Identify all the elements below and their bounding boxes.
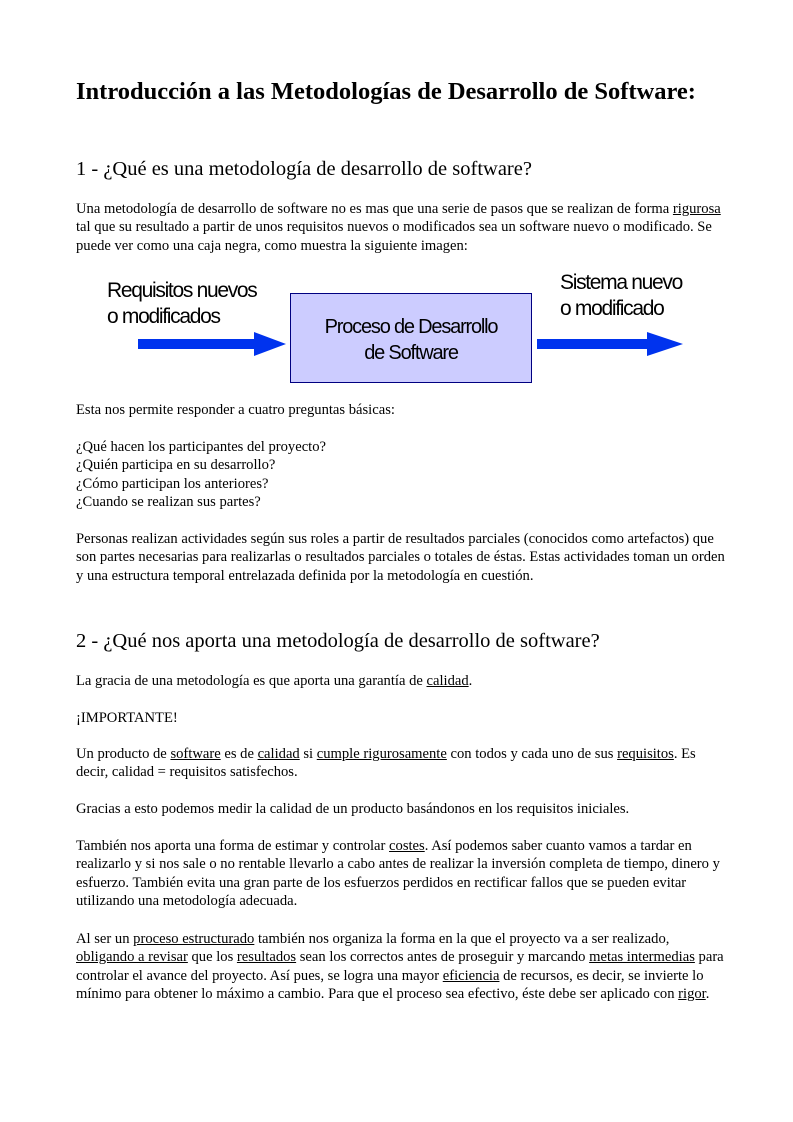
process-box-label xyxy=(291,314,531,366)
link-costes[interactable]: costes xyxy=(389,838,425,854)
text-run: . Así podemos saber cuanto vamos a tardar en realizarlo y si nos sale o no rentable llevarlo a cabo antes de realizar la inversión completa de tiempo, dinero y esfuerzo. También evita una gran parte de los esfuerzos perdidos en rectificar fallos que se pueden evitar utilizando una metodología adecuada. xyxy=(76,838,720,909)
question-item: ¿Qué hacen los participantes del proyecto? xyxy=(76,439,327,455)
process-box xyxy=(290,293,532,383)
section-1-paragraph-1 xyxy=(76,200,726,255)
section-2-paragraph-1 xyxy=(76,672,726,690)
link-requisitos[interactable]: requisitos xyxy=(617,746,674,762)
section-2-paragraph-3 xyxy=(76,745,726,782)
link-metas-intermedias[interactable]: metas intermedias xyxy=(589,949,695,966)
text-run: que los xyxy=(187,949,237,966)
diagram-input-line-2: o modificados xyxy=(107,305,220,328)
black-box-diagram xyxy=(100,270,700,390)
link-resultados[interactable]: resultados xyxy=(236,949,297,966)
section-1-paragraph-2: Esta nos permite responder a cuatro preguntas básicas: xyxy=(76,402,395,418)
text-run: tal que su resultado a partir de unos requisitos nuevos o modificados sea un software nuevo o modificado. Se puede ver como una caja negra, como muestra la siguiente imagen: xyxy=(76,219,712,254)
section-2-paragraph-5 xyxy=(76,837,726,910)
input-arrow-icon xyxy=(138,332,288,356)
section-1-heading: 1 - ¿Qué es una metodología de desarrollo de software? xyxy=(76,158,532,180)
text-run: La gracia de una metodología es que aporta una garantía de xyxy=(76,673,427,689)
link-calidad[interactable]: calidad xyxy=(257,746,300,762)
section-1-paragraph-3: Personas realizan actividades según sus roles a partir de resultados parciales (conocidos como artefactos) que son partes necesarias para realizarlas o resultados parciales o totales de éstas. Estas actividades toman un orden y una estructura temporal entrelazada definida por la metodología en cuestión. xyxy=(76,531,725,584)
link-eficiencia[interactable]: eficiencia xyxy=(442,967,500,984)
section-2-paragraph-4: Gracias a esto podemos medir la calidad de un producto basándonos en los requisitos iniciales. xyxy=(76,801,630,817)
process-line-1: Proceso de Desarrollo xyxy=(324,316,498,338)
question-item: ¿Quién participa en su desarrollo? xyxy=(76,457,276,474)
diagram-output-label xyxy=(560,270,682,322)
text-run: es de xyxy=(220,746,258,762)
process-line-2: de Software xyxy=(364,342,458,364)
text-run: también nos organiza la forma en la que el proyecto va a ser realizado, xyxy=(254,931,670,947)
text-run: de recursos, es decir, se invierte lo mínimo para obtener lo máximo a cambio. Para que el proceso sea efectivo, éste debe ser aplicado con xyxy=(76,967,704,1002)
question-item: ¿Cómo participan los anteriores? xyxy=(76,475,269,492)
text-run: . Es decir, calidad = requisitos satisfechos. xyxy=(76,746,696,781)
text-run: . xyxy=(705,985,710,1002)
page-title: Introducción a las Metodologías de Desarrollo de Software: xyxy=(76,78,696,105)
link-rigurosa[interactable]: rigurosa xyxy=(672,201,721,217)
text-run: para controlar el avance del proyecto. Así pues, se logra una mayor xyxy=(76,949,724,984)
questions-list xyxy=(76,438,726,511)
text-run: . xyxy=(468,673,473,689)
diagram-output-line-2: o modificado xyxy=(560,297,664,320)
text-run: con todos y cada uno de sus xyxy=(446,746,618,762)
link-obligando-a-revisar[interactable]: obligando a revisar xyxy=(76,949,188,966)
link-proceso-estructurado[interactable]: proceso estructurado xyxy=(133,931,255,947)
text-run: Un producto de xyxy=(76,746,171,762)
text-run: sean los correctos antes de proseguir y marcando xyxy=(296,949,590,966)
text-run: si xyxy=(299,746,317,762)
link-calidad[interactable]: calidad xyxy=(426,673,469,689)
link-rigor[interactable]: rigor xyxy=(678,985,706,1002)
section-2-paragraph-6 xyxy=(76,930,726,1003)
diagram-output-line-1: Sistema nuevo xyxy=(560,271,683,294)
text-run: Una metodología de desarrollo de software no es mas que una serie de pasos que se realizan de forma xyxy=(76,201,673,217)
link-software[interactable]: software xyxy=(170,746,221,762)
important-note: ¡IMPORTANTE! xyxy=(76,710,178,726)
question-item: ¿Cuando se realizan sus partes? xyxy=(76,493,261,510)
output-arrow-icon xyxy=(537,332,685,356)
section-2-heading: 2 - ¿Qué nos aporta una metodología de desarrollo de software? xyxy=(76,630,600,652)
diagram-input-label xyxy=(107,278,257,330)
text-run: También nos aporta una forma de estimar y controlar xyxy=(76,838,390,854)
diagram-input-line-1: Requisitos nuevos xyxy=(107,279,257,302)
link-cumple-rigurosamente[interactable]: cumple rigurosamente xyxy=(316,746,447,762)
text-run: Al ser un xyxy=(76,931,134,947)
